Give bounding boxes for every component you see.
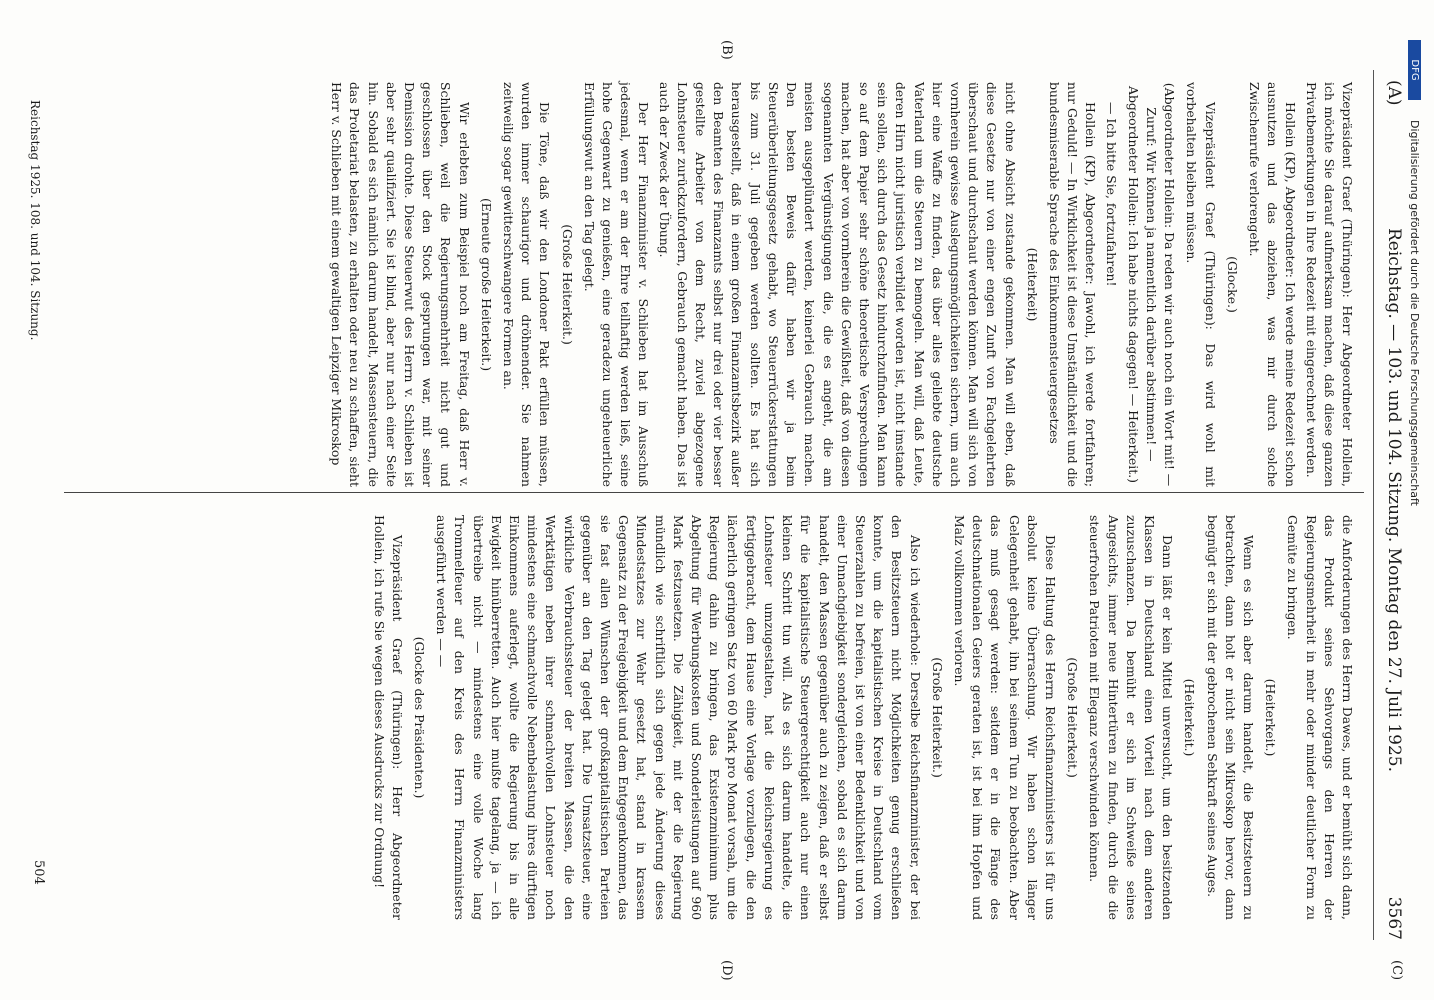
stage-direction: (Große Heiterkeit.) [559, 224, 575, 345]
paragraph: Vizepräsident Graef (Thüringen): Herr Abgeordneter Hollein, ich rufe Sie wegen dieses Ausdrucks zur Ordnung! [371, 515, 405, 920]
running-title: Reichstag. — 103. und 104. Sitzung. Montag den 27. Juli 1925. [1384, 228, 1404, 772]
footer-signature: Reichstag 1925. 108. und 104. Sitzung. [28, 100, 42, 341]
stage-direction: (Abgeordneter Hollein: Da reden wir auch noch ein Wort mit! — Zuruf: Wir können ja namentlich darüber abstimmen! — Abgeordneter Hollein: Ich habe nichts dagegen! — Heiterkeit.) [1125, 82, 1178, 487]
stage-direction: (Heiterkeit) [1024, 247, 1040, 322]
page-number: 3567 [1384, 896, 1404, 940]
digitization-credit [1404, 0, 1434, 1000]
footer-page: 504 [31, 860, 46, 885]
stage-direction: (Heiterkeit.) [1263, 678, 1279, 757]
left-column [325, 82, 1356, 487]
paragraph: Vizepräsident Graef (Thüringen): Herr Abgeordneter Hollein, ich möchte Sie darauf aufmerksam machen, daß diese ganzen Privatbemerkungen in Ihre Redezeit mit eingerechnet werden. [1303, 82, 1355, 487]
paragraph: Also ich wiederhole: Derselbe Reichsfinanzminister, der bei den Besitzsteuern nicht Möglichkeiten genug erschließen konnte, um die kapitalistischen Kreise in Deutschland vom Steuerzahlen zu befreien, ist von einer Bedenklichkeit und von einer Unnachgiebigkeit sondergleichen, sobald es sich darum handelt, den Massen gegenüber auch zu zeigen, daß er selbst für die kapitalistische Steuergerechtigkeit auch nur einen kleinen Schritt tun will. Als es sich darum handelte, die Lohnsteuer umzugestalten, hat die Reichsregierung es fertiggebracht, dem Hause eine Vorlage vorzulegen, die den lächerlich geringen Satz von 60 Mark pro Monat vorsah, um die Regierung dahin zu bringen, das Existenzminimum plus Abgeltung für Werbungskosten und Sonderleistungen auf 960 Mark festzusetzen. Die Zähigkeit, mit der die Regierung mündlich wie schriftlich sich gegen jede Änderung dieses Mindestsatzes zur Wehr gesetzt hat, stand in krassem Gegensatz zu der Freigebigkeit und dem Entgegenkommen, das sie fast allen Wünschen der großkapitalistischen Parteien gegenüber an den Tag gelegt hat. Die Umsatzsteuer, eine wirkliche Verbrauchssteuer der breiten Massen, die den Werktätigen neben ihrer schmachvollen Lohnsteuer noch mindestens eine schmachvolle Nebenbelastung ihres dürftigen Einkommens auferlegt, wollte die Regierung bis in alle Ewigkeit hinüberretten. Auch hier mußte tagelang, ja — ich übertreibe nicht — mindestens eine volle Woche lang Trommelfeuer auf den Kreis des Herrn Finanzministers ausgeführt werden — — [434, 515, 923, 920]
right-column [367, 515, 1356, 920]
stage-direction: (Glocke des Präsidenten.) [412, 636, 428, 799]
margin-mark-b: (B) [719, 40, 734, 60]
paragraph: nicht ohne Absicht zustande gekommen. Man will eben, daß diese Gesetze nur von einer engen Zunft von Fachgelehrten überschaut und durchschaut werden können. Man will sich von vornherein gewisse Auslegungsmöglichkeiten sichern, um auch hier eine Waffe zu finden, das über alles geliebte deutsche Vaterland um die Steuern zu bemogeln. Man will, daß Leute, deren Hirn nicht juristisch verbildet worden ist, nicht imstande sein sollen, sich durch das Gesetz hindurchzufinden. Man kann so auf dem Papier sehr schöne theoretische Versprechungen machen, hat aber von vornherein die Gewißheit, daß von diesen sogenannten Vergünstigungen die, die es angeht, die am meisten ausgeplündert werden, keinerlei Gebrauch machen. Den besten Beweis dafür haben wir ja beim Steuerüberleitungsgesetz gehabt, wo Steuerrückerstattungen bis zum 31. Juli gegeben werden sollten. Es hat sich herausgestellt, daß in einem großen Finanzamtsbezirk außer den Beamten des Finanzamts selbst nur drei oder vier besser gestellte Arbeiter von dem Recht, zuviel abgezogene Lohnsteuer zurückzufordern, Gebrauch gemacht haben. Das ist auch der Zweck der Übung. [656, 82, 1018, 487]
paragraph: die Anforderungen des Herrn Dawes, und er bemüht sich dann, das Produkt seines Sehvorgangs den Herren der Regierungsmehrheit in mehr oder minder deutlicher Form zu Gemüte zu bringen. [1285, 515, 1355, 920]
column-rule [64, 492, 1364, 493]
stage-direction: (Große Heiterkeit.) [1065, 657, 1081, 778]
margin-mark-d: (D) [719, 960, 734, 981]
paragraph: Diese Haltung des Herrn Reichsfinanzministers ist für uns absolut keine Überraschung. Wir haben schon länger Gelegenheit gehabt, ihn bei seinem Tun zu beobachten. Aber das muß gesagt werden: seitdem er in die Fänge des deutschnationalen Geiers geraten ist, ist bei ihm Hopfen und Malz vollkommen verloren. [951, 515, 1058, 920]
stage-direction: (Erneute große Heiterkeit.) [478, 197, 494, 372]
credit-text: Digitalisierung gefördert durch die Deutsche Forschungsgemeinschaft [1408, 120, 1421, 506]
stage-direction: (Heiterkeit.) [1182, 678, 1198, 757]
stage-direction: (Glocke.) [1224, 256, 1240, 313]
margin-mark-c: (C) [1389, 960, 1404, 981]
header-rule [1373, 70, 1374, 940]
paragraph: Dann läßt er kein Mittel unversucht, um den besitzenden Klassen in Deutschland einen Vorteil nach dem anderen zuzuschanzen. Da bemüht er sich im Schweiße seines Angesichts, immer neue Hintertüren zu finden, durch die die steuerfrohen Patrioten mit Eleganz verschwinden können. [1087, 515, 1176, 920]
paragraph: Hollein (KP), Abgeordneter: Ich werde meine Redezeit schon ausnutzen und das abziehen, was mir durch solche Zwischenrufe verlorengeht. [1246, 82, 1299, 487]
margin-mark-a: (A) [1384, 80, 1404, 106]
paragraph: Die Töne, daß wir den Londoner Pakt erfüllen müssen, wurden immer schaurigor und dröhnender. Sie nahmen zeitweilig sogar gewitterschwangere Formen an. [501, 82, 553, 487]
paragraph: Der Herr Finanzminister v. Schlieben hat im Ausschuß jedesmal, wenn er am der Ehre teilhaftig werden ließ, seine hohe Gegenwart zu genießen, eine geradezu ungeheuerliche Erfüllungswut an den Tag gelegt. [581, 82, 652, 487]
paragraph: Wenn es sich aber darum handelt, die Besitzsteuern zu betrachten, dann holt er nicht sein Mikroskop hervor, dann begnügt er sich mit der gebrochenen Sehkraft seines Auges. [1204, 515, 1256, 920]
paragraph: — Ich bitte Sie, fortzufahren! [1103, 102, 1119, 287]
paragraph: Wir erlebten zum Beispiel noch am Freitag, daß Herr v. Schlieben, weil die Regierungsmehrheit nicht gut und geschlossen über den Stock gesprungen war, mit seiner Demission drohte. Diese Steuerwut des Herrn v. Schlieben ist aber sehr qualifiziert. Sie ist blind, aber nur nach einer Seite hin. Sobald es sich nämlich darum handelt, Massensteuern, die das Proletariat belasten, zu erhalten oder neu zu schaffen, sieht Herr v. Schlieben mit einem gewaltigen Leipziger Mikroskop [329, 82, 472, 487]
stage-direction: (Große Heiterkeit.) [929, 657, 945, 778]
page-header [1380, 60, 1408, 940]
paragraph: Vizepräsident Graef (Thüringen): Das wird wohl mit vorbehalten bleiben müssen. [1184, 82, 1218, 487]
paragraph: Hollein (KP), Abgeordneter: Jawohl, ich werde fortfahren; nur Geduld! — In Wirklichkeit ist diese Umständlichkeit und die bundesmiserable Sprache des Einkommensteuergesetzes [1046, 82, 1099, 487]
dfg-logo: DFG [1408, 40, 1421, 100]
